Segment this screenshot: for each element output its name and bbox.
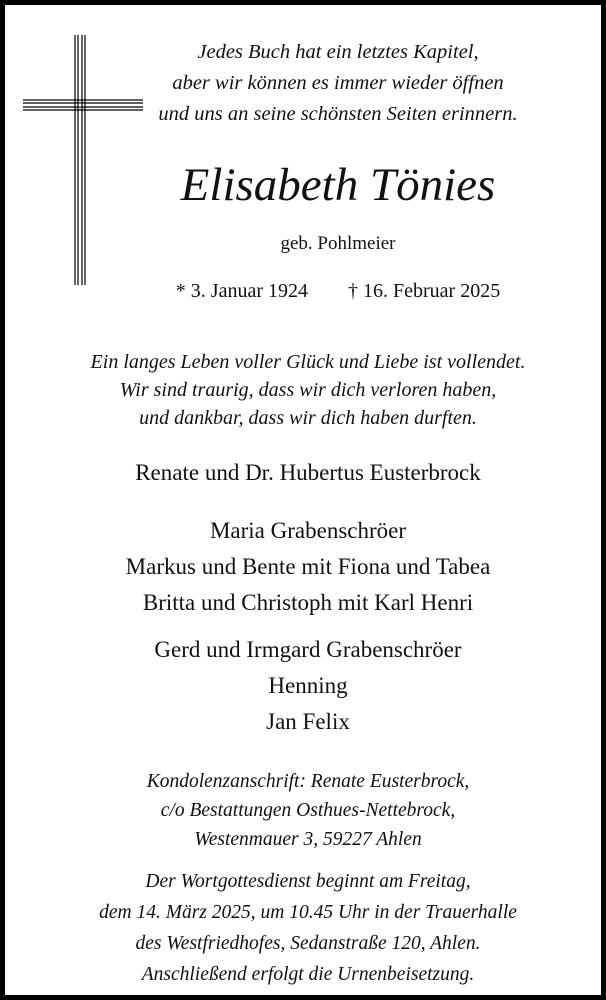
deceased-name: Elisabeth Tönies (180, 159, 496, 211)
mourner-line: Gerd und Irmgard Grabenschröer (154, 637, 462, 662)
condolence-line: c/o Bestattungen Osthues-Nettebrock, (160, 800, 456, 821)
mourner-line: Markus und Bente mit Fiona und Tabea (125, 554, 491, 579)
service-line: dem 14. März 2025, um 10.45 Uhr in der Trauerhalle (99, 902, 517, 923)
verse-line: Ein langes Leben voller Glück und Liebe ist vollendet. (90, 351, 526, 373)
mourner-line: Maria Grabenschröer (209, 518, 407, 543)
family-group-1 (5, 457, 606, 489)
motto-line: Jedes Buch hat ein letztes Kapitel, (197, 41, 479, 63)
verse-line: und dankbar, dass wir dich haben durften. (139, 407, 477, 429)
death-date: † 16. Februar 2025 (348, 280, 501, 302)
condolence-line: Westenmauer 3, 59227 Ahlen (194, 829, 422, 850)
condolence-line: Kondolenzanschrift: Renate Eusterbrock, (146, 771, 470, 792)
life-dates (65, 277, 606, 305)
service-line: Der Wortgottesdienst beginnt am Freitag, (145, 871, 471, 892)
motto-line: aber wir können es immer wieder öffnen (172, 72, 504, 94)
condolence-address (5, 767, 606, 854)
motto (65, 37, 606, 130)
verse (5, 348, 606, 432)
mourner-line: Britta und Christoph mit Karl Henri (142, 590, 474, 615)
verse-line: Wir sind traurig, dass wir dich verloren haben, (119, 379, 497, 401)
service-line: Anschließend erfolgt die Urnenbeisetzung. (141, 964, 475, 985)
mourner-line: Henning (268, 673, 348, 698)
mourner-line: Jan Felix (266, 709, 350, 734)
birth-date: * 3. Januar 1924 (175, 280, 308, 302)
motto-line: und uns an seine schönsten Seiten erinnern. (158, 103, 518, 125)
mourner-line: Renate und Dr. Hubertus Eusterbrock (135, 460, 481, 485)
birth-name: geb. Pohlmeier (280, 233, 396, 254)
service-info (5, 866, 606, 990)
family-group-2 (5, 513, 606, 621)
family-group-3 (5, 632, 606, 740)
service-line: des Westfriedhofes, Sedanstraße 120, Ahlen. (135, 933, 481, 954)
